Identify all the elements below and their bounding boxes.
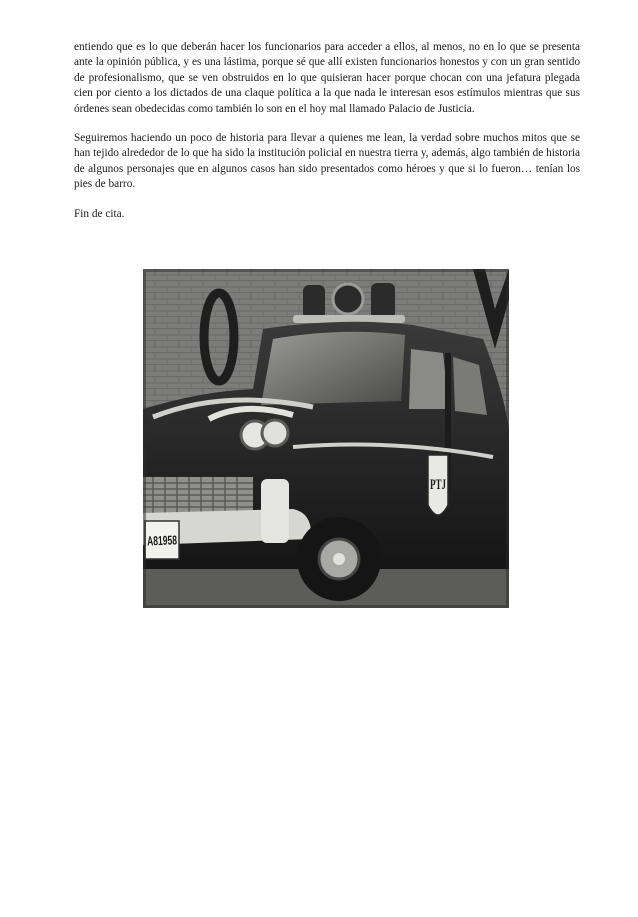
photo-illustration	[143, 269, 509, 608]
car-side-window-front	[409, 349, 449, 409]
roof-light-bar	[293, 315, 405, 323]
license-plate-number: A81958	[146, 531, 193, 549]
door-emblem-text: PTJ	[430, 477, 447, 493]
paragraph-1: entiendo que es lo que deberán hacer los funcionarios para acceder a ellos, al menos, no en lo que se presenta ante la opinión pública, y es una lástima, porque sé que allí existen funcionarios honestos y con un gran sentido de profesionalismo, que se ven obstruidos en lo que quisieran hacer porque chocan con una jefatura plegada cien por ciento a los dictados de una claque política a la que nada le interesan esos estímulos mientras que sus órdenes sean obedecidas como también lo son en el hoy mal llamado Palacio de Justicia.	[74, 41, 580, 115]
body-text	[74, 40, 580, 236]
bumper-guard	[261, 479, 289, 543]
roof-light-left	[303, 285, 325, 319]
paragraph-2: Seguiremos haciendo un poco de historia para llevar a quienes me lean, la verdad sobre muchos mitos que se han tejido alrededor de lo que ha sido la institución policial en nuestra tierra y, además, algo también de historia de algunos personajes que en algunos casos han sido presentados como héroes y que si lo fueron… tenían los pies de barro.	[74, 132, 580, 191]
hubcap-center	[333, 553, 345, 565]
roof-siren	[333, 284, 363, 314]
police-car-photo	[143, 269, 509, 608]
car-windshield	[261, 332, 405, 405]
headlight-inner	[262, 420, 288, 446]
roof-light-right	[371, 283, 395, 319]
paragraph-3: Fin de cita.	[74, 207, 125, 220]
